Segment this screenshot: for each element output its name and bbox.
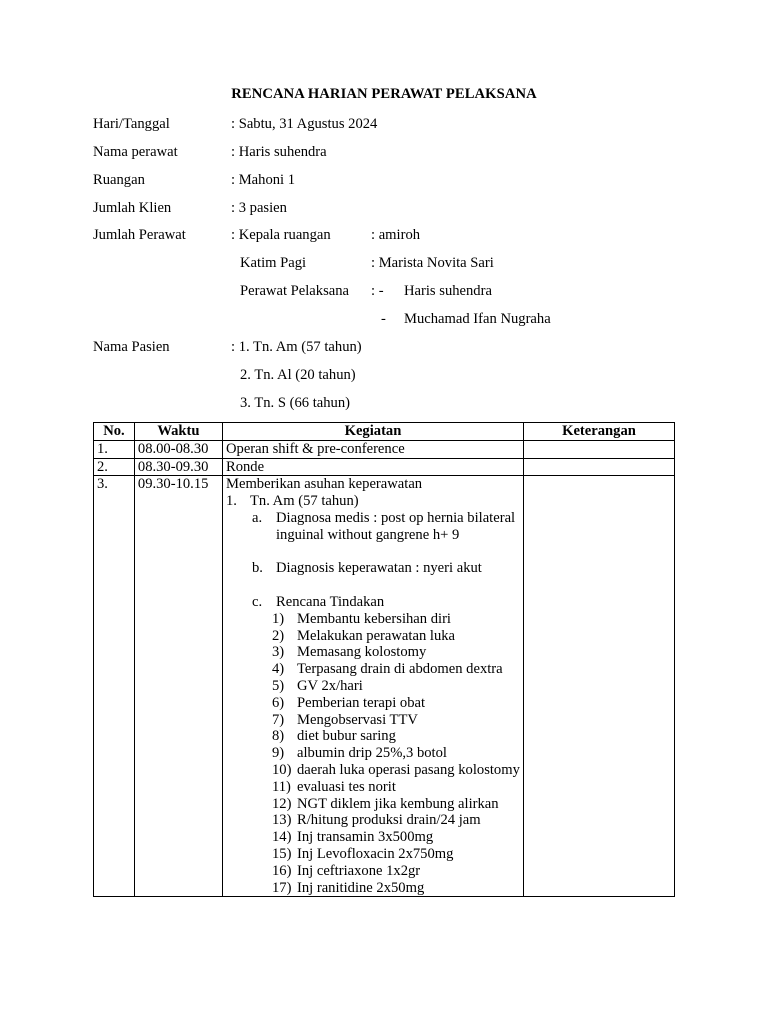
jumlah-perawat-label: Jumlah Perawat xyxy=(93,227,186,243)
list-item xyxy=(226,678,520,695)
list-item-number: 8) xyxy=(271,728,285,745)
header-kegiatan: Kegiatan xyxy=(222,423,523,441)
list-item-text: Melakukan perawatan luka xyxy=(296,627,456,644)
katim-label: Katim Pagi xyxy=(240,255,307,271)
perawat-pelaksana-2: Muchamad Ifan Nugraha xyxy=(404,311,551,327)
list-item xyxy=(226,863,520,880)
cell-no: 2. xyxy=(94,458,135,476)
list-item-number: 7) xyxy=(271,711,285,728)
perawat-pelaksana-dash: - xyxy=(381,311,386,327)
list-item-number: 17) xyxy=(271,879,292,896)
list-item xyxy=(226,644,520,661)
list-item-number: 14) xyxy=(271,829,292,846)
diagnosis-keperawatan-item xyxy=(226,560,520,577)
list-item-number: 13) xyxy=(271,812,292,829)
tindakan-list xyxy=(226,611,520,897)
list-item xyxy=(226,846,520,863)
list-item-number: 5) xyxy=(271,677,285,694)
list-item-number: 1) xyxy=(271,610,285,627)
list-item-text: Mengobservasi TTV xyxy=(296,711,418,728)
item-letter-a: a. xyxy=(251,509,263,526)
schedule-table xyxy=(93,422,675,897)
diagnosis-keperawatan-text: Diagnosis keperawatan : nyeri akut xyxy=(275,560,482,577)
header-waktu: Waktu xyxy=(134,423,222,441)
nama-pasien-label: Nama Pasien xyxy=(93,339,170,355)
list-item-number: 16) xyxy=(271,862,292,879)
list-item-number: 4) xyxy=(271,661,285,678)
cell-keterangan xyxy=(523,476,674,897)
item-letter-b: b. xyxy=(251,560,263,577)
list-item xyxy=(226,762,520,779)
cell-kegiatan: Operan shift & pre-conference xyxy=(222,440,523,458)
cell-kegiatan: Ronde xyxy=(222,458,523,476)
patient-label: Tn. Am (57 tahun) xyxy=(249,493,359,510)
rencana-tindakan-item xyxy=(226,594,520,611)
cell-no: 3. xyxy=(94,476,135,897)
list-item-text: daerah luka operasi pasang kolostomy xyxy=(296,761,520,778)
cell-kegiatan xyxy=(222,476,523,897)
pasien-2: 2. Tn. Al (20 tahun) xyxy=(240,367,356,383)
kegiatan-title: Memberikan asuhan keperawatan xyxy=(225,476,423,493)
table-row xyxy=(94,458,675,476)
list-item-number: 10) xyxy=(271,761,292,778)
patient-number: 1. xyxy=(225,493,237,510)
list-item xyxy=(226,812,520,829)
list-item xyxy=(226,628,520,645)
hari-label: Hari/Tanggal xyxy=(93,116,170,132)
katim-value: : Marista Novita Sari xyxy=(371,255,494,271)
cell-keterangan xyxy=(523,440,674,458)
perawat-pelaksana-1: Haris suhendra xyxy=(404,283,492,299)
list-item xyxy=(226,728,520,745)
jumlah-klien-label: Jumlah Klien xyxy=(93,200,172,216)
ruangan-label: Ruangan xyxy=(93,172,145,188)
nama-perawat-label: Nama perawat xyxy=(93,144,178,160)
table-row xyxy=(94,440,675,458)
item-letter-c: c. xyxy=(251,593,263,610)
list-item-number: 3) xyxy=(271,644,285,661)
list-item-text: NGT diklem jika kembung alirkan xyxy=(296,795,499,812)
list-item-text: Inj transamin 3x500mg xyxy=(296,829,434,846)
list-item-number: 2) xyxy=(271,627,285,644)
cell-no: 1. xyxy=(94,440,135,458)
list-item-text: GV 2x/hari xyxy=(296,677,363,694)
list-item-text: Membantu kebersihan diri xyxy=(296,610,451,627)
ruangan-value: : Mahoni 1 xyxy=(231,172,296,188)
pasien-1: : 1. Tn. Am (57 tahun) xyxy=(231,339,362,355)
list-item-text: Memasang kolostomy xyxy=(296,644,427,661)
list-item-text: Inj ranitidine 2x50mg xyxy=(296,879,425,896)
header-keterangan: Keterangan xyxy=(523,423,674,441)
list-item xyxy=(226,880,520,897)
list-item-text: evaluasi tes norit xyxy=(296,778,396,795)
cell-waktu: 08.00-08.30 xyxy=(134,440,222,458)
list-item-text: Inj ceftriaxone 1x2gr xyxy=(296,862,421,879)
diagnosa-medis-text: Diagnosa medis : post op hernia bilateral inguinal without gangrene h+ 9 xyxy=(275,509,516,543)
diagnosa-medis-item xyxy=(226,510,520,544)
patient-item xyxy=(226,493,520,510)
list-item-number: 12) xyxy=(271,795,292,812)
rencana-tindakan-text: Rencana Tindakan xyxy=(275,593,385,610)
perawat-pelaksana-label: Perawat Pelaksana xyxy=(240,283,350,299)
list-item xyxy=(226,695,520,712)
cell-keterangan xyxy=(523,458,674,476)
list-item xyxy=(226,829,520,846)
list-item xyxy=(226,796,520,813)
list-item-text: R/hitung produksi drain/24 jam xyxy=(296,812,481,829)
pasien-3: 3. Tn. S (66 tahun) xyxy=(240,395,350,411)
kepala-ruangan-label: : Kepala ruangan xyxy=(231,227,331,243)
list-item-text: diet bubur saring xyxy=(296,728,396,745)
list-item xyxy=(226,611,520,628)
table-header-row xyxy=(94,423,675,441)
list-item-text: Pemberian terapi obat xyxy=(296,694,426,711)
nama-perawat-value: : Haris suhendra xyxy=(231,144,327,160)
hari-value: : Sabtu, 31 Agustus 2024 xyxy=(231,116,378,132)
list-item-text: Terpasang drain di abdomen dextra xyxy=(296,661,503,678)
perawat-pelaksana-colon: : - xyxy=(371,283,384,299)
list-item xyxy=(226,779,520,796)
header-no: No. xyxy=(94,423,135,441)
list-item-number: 6) xyxy=(271,694,285,711)
list-item-text: Inj Levofloxacin 2x750mg xyxy=(296,845,454,862)
list-item xyxy=(226,712,520,729)
list-item-number: 9) xyxy=(271,745,285,762)
list-item-text: albumin drip 25%,3 botol xyxy=(296,745,447,762)
list-item xyxy=(226,661,520,678)
jumlah-klien-value: : 3 pasien xyxy=(231,200,287,216)
cell-waktu: 08.30-09.30 xyxy=(134,458,222,476)
list-item-number: 15) xyxy=(271,845,292,862)
kepala-ruangan-value: : amiroh xyxy=(371,227,421,243)
document-title: RENCANA HARIAN PERAWAT PELAKSANA xyxy=(231,86,537,102)
list-item-number: 11) xyxy=(271,778,291,795)
cell-waktu: 09.30-10.15 xyxy=(134,476,222,897)
list-item xyxy=(226,745,520,762)
table-row xyxy=(94,476,675,897)
